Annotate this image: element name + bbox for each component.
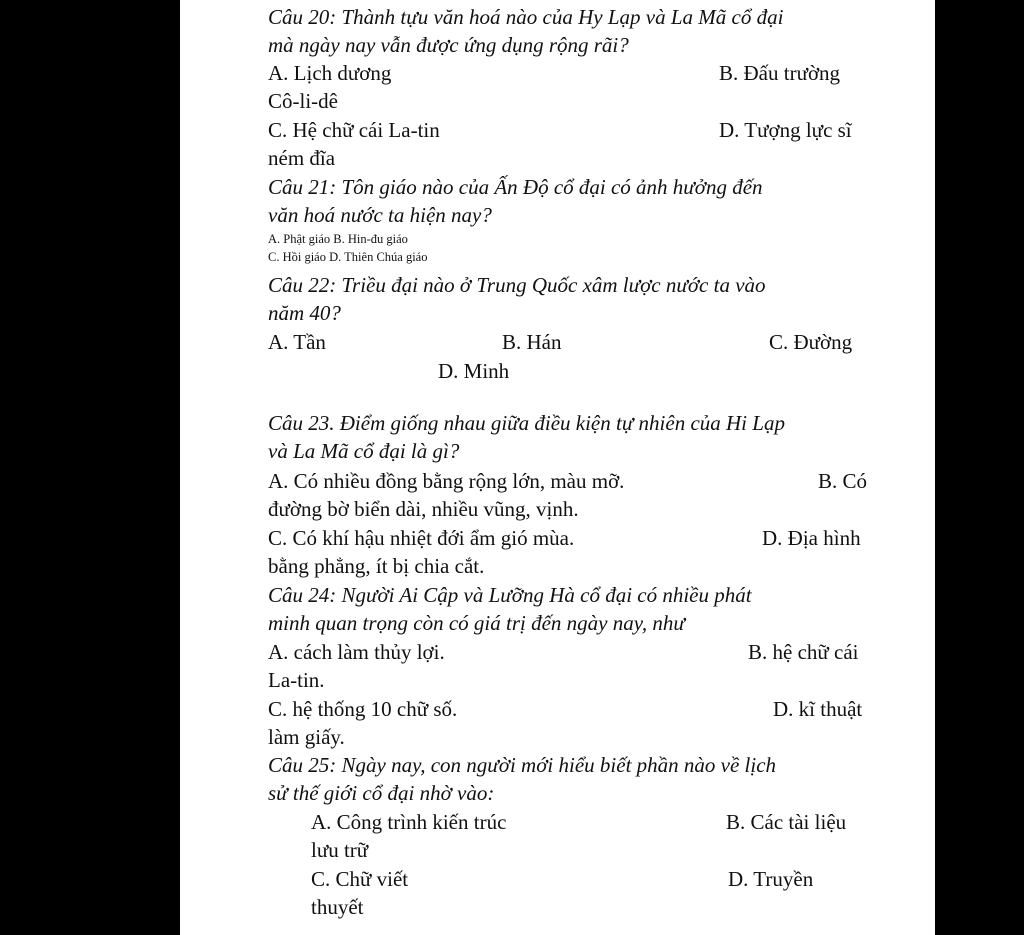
q25-option-b: B. Các tài liệu bbox=[726, 810, 847, 834]
q24-question-line2: minh quan trọng còn có giá trị đến ngày nay, như bbox=[268, 611, 685, 635]
q21-options-ab: A. Phật giáo B. Hin-đu giáo bbox=[268, 232, 408, 246]
q23-option-b-continued: đường bờ biển dài, nhiều vũng, vịnh. bbox=[268, 497, 579, 521]
q22-question-line2: năm 40? bbox=[268, 301, 341, 325]
q20-option-b: B. Đấu trường bbox=[719, 61, 841, 85]
q23-option-d: D. Địa hình bbox=[762, 526, 861, 550]
q21-question-line1: Câu 21: Tôn giáo nào của Ấn Độ cổ đại có ảnh hưởng đến bbox=[268, 175, 763, 199]
q25-option-d: D. Truyền bbox=[728, 867, 814, 891]
q20-option-d: D. Tượng lực sĩ bbox=[719, 118, 852, 142]
q24-option-d-continued: làm giấy. bbox=[268, 725, 345, 749]
q23-option-d-continued: bằng phẳng, ít bị chia cắt. bbox=[268, 554, 485, 578]
q25-option-b-continued: lưu trữ bbox=[311, 838, 369, 862]
q21-options-cd: C. Hồi giáo D. Thiên Chúa giáo bbox=[268, 250, 428, 264]
q25-question-line2: sử thế giới cổ đại nhờ vào: bbox=[268, 781, 495, 805]
q20-question-line2: mà ngày nay vẫn được ứng dụng rộng rãi? bbox=[268, 33, 629, 57]
q21-question-line2: văn hoá nước ta hiện nay? bbox=[268, 203, 492, 227]
q22-option-c: C. Đường bbox=[769, 330, 853, 354]
q22-option-a: A. Tần bbox=[268, 330, 326, 354]
q20-option-b-continued: Cô-li-dê bbox=[268, 89, 338, 113]
q24-option-b-continued: La-tin. bbox=[268, 668, 325, 692]
q25-option-d-continued: thuyết bbox=[311, 895, 364, 919]
q22-option-b: B. Hán bbox=[502, 330, 562, 354]
q23-question-line1: Câu 23. Điểm giống nhau giữa điều kiện tự nhiên của Hi Lạp bbox=[268, 411, 785, 435]
q25-option-a: A. Công trình kiến trúc bbox=[311, 810, 507, 834]
q22-option-d: D. Minh bbox=[438, 359, 510, 383]
q23-option-b: B. Có bbox=[818, 469, 868, 493]
q24-option-b: B. hệ chữ cái bbox=[748, 640, 859, 664]
q25-question-line1: Câu 25: Ngày nay, con người mới hiểu biết phần nào về lịch bbox=[268, 753, 777, 777]
q24-option-d: D. kĩ thuật bbox=[773, 697, 863, 721]
q23-option-a: A. Có nhiều đồng bằng rộng lớn, màu mỡ. bbox=[268, 469, 625, 493]
q24-question-line1: Câu 24: Người Ai Cập và Lưỡng Hà cổ đại có nhiều phát bbox=[268, 583, 752, 607]
q20-option-a: A. Lịch dương bbox=[268, 61, 392, 85]
q20-question-line1: Câu 20: Thành tựu văn hoá nào của Hy Lạp và La Mã cổ đại bbox=[268, 5, 784, 29]
q24-option-c: C. hệ thống 10 chữ số. bbox=[268, 697, 458, 721]
q24-option-a: A. cách làm thủy lợi. bbox=[268, 640, 445, 664]
q23-option-c: C. Có khí hậu nhiệt đới ẩm gió mùa. bbox=[268, 526, 575, 550]
q22-question-line1: Câu 22: Triều đại nào ở Trung Quốc xâm lược nước ta vào bbox=[268, 273, 766, 297]
document-page bbox=[180, 0, 935, 935]
q20-option-c: C. Hệ chữ cái La-tin bbox=[268, 118, 440, 142]
q25-option-c: C. Chữ viết bbox=[311, 867, 409, 891]
q23-question-line2: và La Mã cổ đại là gì? bbox=[268, 439, 460, 463]
q20-option-d-continued: ném đĩa bbox=[268, 146, 336, 170]
